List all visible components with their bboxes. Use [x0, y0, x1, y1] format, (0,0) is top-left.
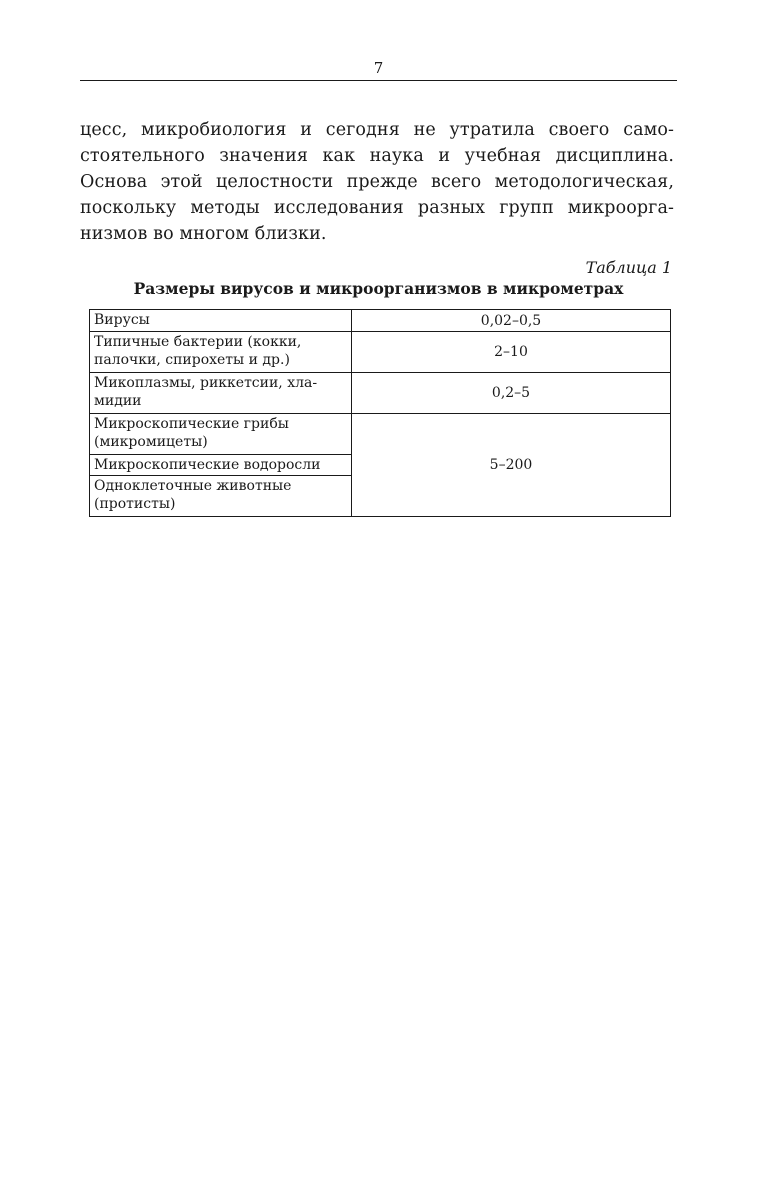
table-row [90, 414, 671, 455]
organism-name-line: Микроскопические грибы [94, 416, 289, 432]
table-label: Таблица 1 [585, 258, 672, 277]
body-paragraph [80, 117, 674, 247]
organism-cell [90, 476, 352, 517]
paragraph-line: цесс, микробиология и сегодня не утратила своего само- [80, 120, 674, 140]
table-title: Размеры вирусов и микроорганизмов в микрометрах [133, 279, 624, 298]
organism-name-line: (протисты) [94, 496, 176, 512]
organism-name-line: мидии [94, 393, 142, 409]
organism-cell [90, 310, 352, 332]
organism-cell [90, 414, 352, 455]
size-cell: 2–10 [352, 332, 671, 373]
organism-name-line: Микоплазмы, риккетсии, хла- [94, 375, 318, 391]
size-cell-merged: 5–200 [352, 414, 671, 517]
size-cell: 0,2–5 [352, 373, 671, 414]
organism-name-line: Одноклеточные животные [94, 478, 292, 494]
table-row [90, 373, 671, 414]
organism-cell [90, 373, 352, 414]
paragraph-line: поскольку методы исследования разных групп микроорга- [80, 198, 674, 218]
page-number: 7 [373, 59, 384, 77]
organism-name-line: палочки, спирохеты и др.) [94, 352, 290, 368]
paragraph-line: стоятельного значения как наука и учебная дисциплина. [80, 146, 674, 166]
organism-name-line: (микромицеты) [94, 434, 208, 450]
organism-cell [90, 332, 352, 373]
sizes-table [89, 309, 671, 517]
organism-name: Вирусы [94, 312, 150, 328]
table-row [90, 332, 671, 373]
size-cell: 0,02–0,5 [352, 310, 671, 332]
table-row [90, 310, 671, 332]
header-rule [80, 80, 677, 81]
organism-name-line: Типичные бактерии (кокки, [94, 334, 302, 350]
paragraph-line: Основа этой целостности прежде всего методологическая, [80, 172, 674, 192]
paragraph-line: низмов во многом близки. [80, 224, 327, 244]
organism-cell [90, 455, 352, 476]
organism-name: Микроскопические водоросли [94, 457, 321, 473]
